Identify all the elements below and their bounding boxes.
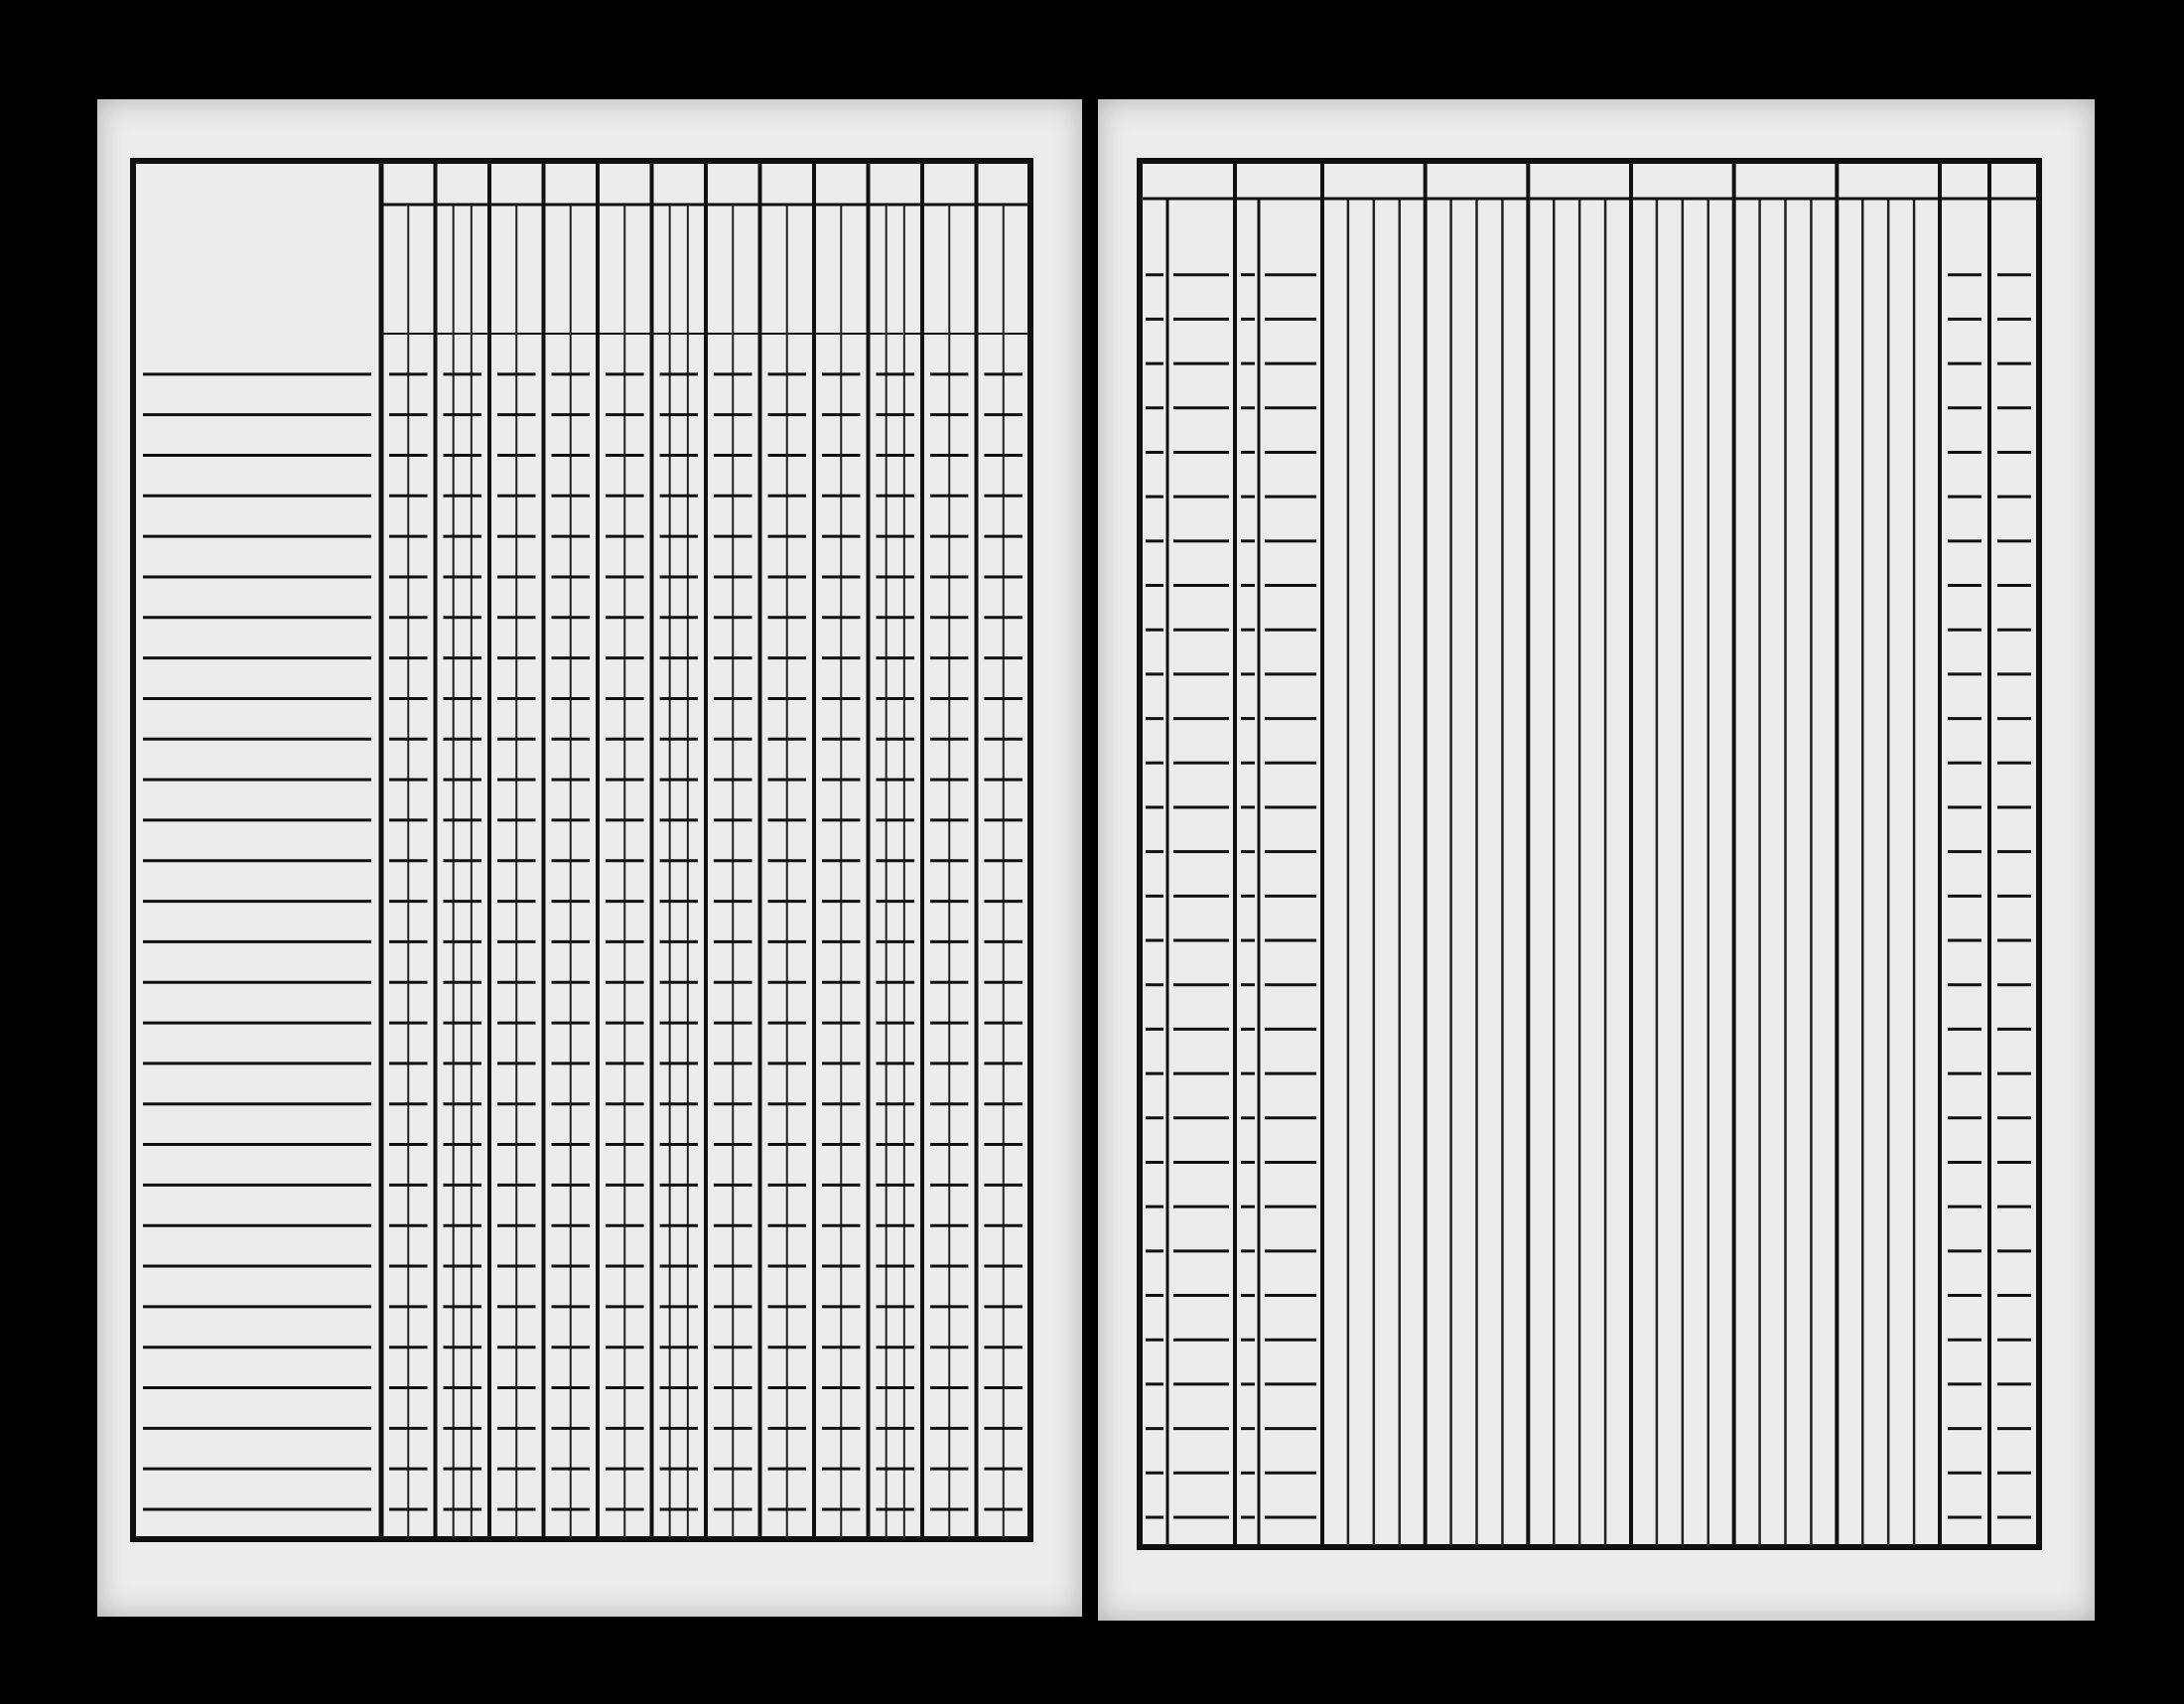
right-page bbox=[1098, 99, 2095, 1621]
right-register-table bbox=[1098, 99, 2095, 1621]
table-frame bbox=[133, 161, 1030, 1539]
left-register-table bbox=[97, 99, 1082, 1617]
left-page bbox=[97, 99, 1082, 1617]
